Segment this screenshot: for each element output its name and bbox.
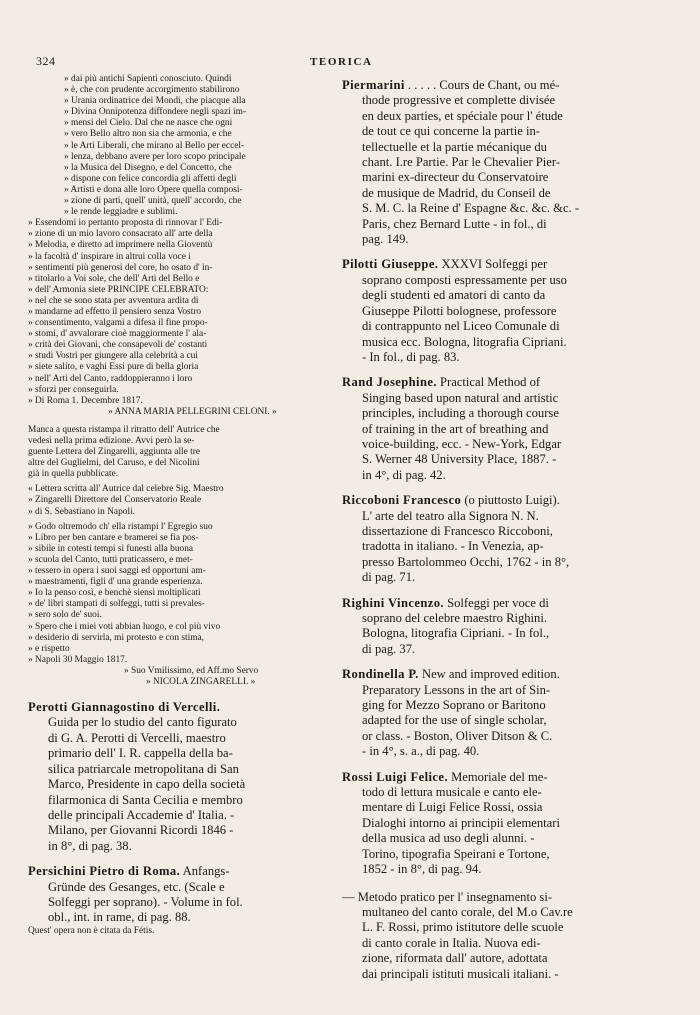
- text-line: thode progressive et complette divisée: [362, 93, 556, 108]
- letter-paragraph-2: [28, 218, 336, 396]
- text-line: 1852 - in 8°, di pag. 94.: [362, 862, 482, 877]
- text-line: zione, riformata dall' autore, adottata: [362, 951, 548, 966]
- text-line: Solfeggi per soprano). - Volume in fol.: [48, 894, 243, 909]
- text-line: » siete salito, e vaghi Essi pure di bella gloria: [28, 362, 199, 373]
- text-line: di pag. 37.: [362, 641, 416, 656]
- text-line: - in 4°, s. a., di pag. 40.: [362, 744, 480, 759]
- text-line: » Libro per ben cantare e bramerei se fia pos-: [28, 532, 199, 543]
- text-line: tradotta in italiano. - In Venezia, ap-: [362, 539, 544, 554]
- text-line: presso Bartolommeo Occhi, 1762 - in 8°,: [362, 554, 570, 569]
- zingarelli-letter-title: [28, 484, 336, 517]
- text-line: Gründe des Gesanges, etc. (Scale e: [48, 879, 225, 894]
- entry-body: [342, 905, 684, 982]
- text-line: » de' libri stampati di solfeggi, tutti si prevales-: [28, 599, 205, 610]
- entry-heading: Pilotti Giuseppe.: [342, 257, 439, 272]
- zingarelli-paragraph-2: [28, 622, 336, 655]
- entry-heading: Rossi Luigi Felice.: [342, 769, 448, 784]
- running-head: TEORICA: [310, 56, 373, 68]
- text-line: guente Lettera del Zingarelli, aggiunta alle tre: [28, 447, 201, 458]
- entry-persichini: Persichini Pietro di Roma. Anfangs- Gründe des Gesanges, etc. (Scale e Solfeggi per soprano). - Volume in fol. obl., int. in rame, di pag. 88.: [28, 864, 336, 926]
- text-line: già in quella pubblicate.: [28, 469, 119, 480]
- text-line: de musique de Madrid, du Conseil de: [362, 185, 551, 200]
- text-line: en deux parties, et spéciale pour l' étude: [362, 108, 563, 123]
- text-line: in 4°, di pag. 42.: [362, 467, 446, 482]
- entry-body: [28, 880, 336, 926]
- entry-heading: Persichini Pietro di Roma.: [28, 864, 181, 879]
- text-line: » dai più antichi Sapienti conosciuto. Quindi: [64, 74, 232, 84]
- text-line: di pag. 71.: [362, 570, 416, 585]
- text-line: » di S. Sebastiano in Napoli.: [28, 506, 136, 517]
- entry-heading: Righini Vincenzo.: [342, 595, 444, 610]
- text-line: » Melodia, e diretto ad imprimere nella Gioventù: [28, 240, 213, 251]
- text-line: » titolarlo a Voi sole, che dell' Arti del Bello e: [28, 273, 200, 284]
- entry-first-line: — Metodo pratico per l' insegnamento si-: [342, 889, 553, 904]
- text-line: chant. I.re Partie. Par le Chevalier Pier-: [362, 155, 561, 170]
- entry-piermarini: Piermarini . . . . . Cours de Chant, ou mé- thode progressive et complette divisée en deux parties, et spéciale pour l' étude de tout ce qui concerne la partie in- tellectuelle et la partie mécanique du chant. I.re Partie. Par le Chevalier Pier- marini ex-directeur du Conservatoire de musique de Madrid, du Conseil de S. M. C. la Reine d' Espagne &c. &c. &c. - Paris, chez Bernard Lutte - in fol., di pag. 149.: [342, 78, 684, 247]
- text-line: » crità dei Giovani, che consapevoli de' costanti: [28, 340, 208, 351]
- text-line: della musica ad uso degli alunni. -: [362, 831, 535, 846]
- text-line: di contrappunto nel Liceo Comunale di: [362, 319, 560, 334]
- entry-body: [342, 93, 684, 247]
- text-line: » mensi del Cielo. Dal che ne nasce che ogni: [64, 118, 233, 129]
- text-line: di canto corale in Italia. Nuova edi-: [362, 935, 541, 950]
- text-line: of training in the art of breathing and: [362, 421, 549, 436]
- entry-body: [342, 785, 684, 877]
- letter-signature: » ANNA MARIA PELLEGRINI CELONI. »: [108, 406, 277, 417]
- entry-body: [342, 509, 684, 586]
- text-line: soprano composti espressamente per uso: [362, 272, 567, 287]
- entry-rossi-metodo: [342, 890, 684, 982]
- left-column: [28, 74, 336, 937]
- text-line: » e rispetto: [28, 643, 70, 654]
- text-line: » le rende leggiadre e sublimi.: [64, 207, 178, 218]
- text-line: » sibile in cotesti tempi sì funesti alla buona: [28, 543, 194, 554]
- letter-date: » Di Roma 1. Decembre 1817.: [28, 395, 143, 406]
- text-line: » stomi, d' avvalorare cioè maggiormente l' ala-: [28, 329, 207, 340]
- entry-heading: Riccoboni Francesco: [342, 493, 462, 508]
- text-line: « Lettera scritta all' Autrice dal celebre Sig. Maestro: [28, 484, 224, 495]
- text-line: or class. - Boston, Oliver Ditson & C.: [362, 728, 553, 743]
- text-line: silica patriarcale metropolitana di San: [48, 761, 239, 776]
- text-line: » zione di parti, quell' unità, quell' accordo, che: [64, 196, 242, 207]
- manca-note: [28, 425, 336, 480]
- text-line: primario dell' I. R. cappella della ba-: [48, 746, 233, 761]
- text-line: » nel che se sono stata per avventura ardita di: [28, 295, 199, 306]
- text-line: » Urania ordinatrice dei Mondi, che piacque alla: [64, 96, 246, 107]
- entry-body: [342, 611, 684, 657]
- text-line: degli studenti ed amatori di canto da: [362, 288, 546, 303]
- entry-heading: Rand Josephine.: [342, 375, 437, 390]
- entry-heading: Perotti Giannagostino di Vercelli.: [28, 700, 221, 715]
- entry-body: [342, 391, 684, 483]
- text-line: » dispone con felice concordia gli affetti degli: [64, 173, 237, 184]
- text-line: delle principali Accademie d' Italia. -: [48, 807, 235, 822]
- text-line: mentare di Luigi Felice Rossi, ossia: [362, 800, 543, 815]
- text-line: - In fol., di pag. 83.: [362, 349, 460, 364]
- text-line: » la facoltà d' inspirare in altrui colla voce i: [28, 251, 191, 262]
- text-line: » nell' Arti del Canto, raddoppieranno i loro: [28, 373, 193, 384]
- text-line: obl., int. in rame, di pag. 88.: [48, 910, 191, 925]
- text-line: filarmonica di Santa Cecilia e membro: [48, 792, 243, 807]
- text-line: Torino, tipografia Speirani e Tortone,: [362, 846, 550, 861]
- text-line: » sentimenti più generosi del core, ho osato d' in-: [28, 262, 213, 273]
- text-line: dissertazione di Francesco Riccoboni,: [362, 523, 553, 538]
- entry-rossi: Rossi Luigi Felice. Memoriale del me- todo di lettura musicale e canto ele- mentare di Luigi Felice Rossi, ossia Dialoghi intorno ai principii elementari della musica ad uso degli alunni. - Torino, tipografia Speirani e Tortone, 1852 - in 8°, di pag. 94.: [342, 770, 684, 878]
- text-line: » lenza, debbano avere per loro scopo principale: [64, 151, 246, 162]
- entry-heading: Rondinella P.: [342, 667, 419, 682]
- text-line: » le Arti Liberali, che mirano al Bello per eccel-: [64, 140, 245, 151]
- text-line: » Essendomi io pertanto proposta di rinnovar l' Edi-: [28, 218, 223, 229]
- text-line: altre del Guglielmi, del Caruso, e del Nicolini: [28, 458, 200, 469]
- text-line: » zione di un mio lavoro consacrato all' arte della: [28, 229, 213, 240]
- text-line: in 8°, di pag. 38.: [48, 838, 132, 853]
- text-line: Manca a questa ristampa il ritratto dell' Autrice che: [28, 424, 220, 435]
- text-line: » studi Vostri per giungere alla celebrità a cui: [28, 351, 198, 362]
- entry-heading: Piermarini: [342, 78, 405, 92]
- text-line: Giuseppe Pilotti bolognese, professore: [362, 303, 557, 318]
- text-line: Milano, per Giovanni Ricordi 1846 -: [48, 823, 234, 838]
- text-line: » desiderio di servirla, mi protesto e con stima,: [28, 632, 205, 643]
- entry-body: [342, 683, 684, 760]
- text-line: » consentimento, valgami a difesa il fine propo-: [28, 318, 208, 329]
- text-line: S. Werner 48 University Place, 1887. -: [362, 452, 557, 467]
- text-line: » Artisti e dona alle loro Opere quella composi-: [64, 184, 243, 195]
- text-line: » Spero che i miei voti abbian luogo, e col più vivo: [28, 621, 221, 632]
- text-line: » sforzi per conseguirla.: [28, 384, 119, 395]
- entry-righini: Righini Vincenzo. Solfeggi per voce di soprano del celebre maestro Righini. Bologna, litografia Cipriani. - In fol., di pag. 37.: [342, 596, 684, 658]
- text-line: Dialoghi intorno ai principii elementari: [362, 815, 560, 830]
- text-line: » tessero in opera i suoi saggi ed opportuni am-: [28, 566, 206, 577]
- text-line: Guida per lo studio del canto figurato: [48, 715, 237, 730]
- text-line: pag. 149.: [362, 232, 409, 247]
- text-line: voice-building, ecc. - New-York, Edgar: [362, 436, 562, 451]
- text-line: multaneo del canto corale, del M.o Cav.re: [362, 904, 573, 919]
- page-number: 324: [36, 54, 56, 68]
- entry-riccoboni: Riccoboni Francesco (o piuttosto Luigi). L' arte del teatro alla Signora N. N. dissertazione di Francesco Riccoboni, tradotta in italiano. - In Venezia, ap- presso Bartolommeo Occhi, 1762 - in 8°, di pag. 71.: [342, 493, 684, 585]
- text-line: musica ecc. Bologna, litografia Cipriani.: [362, 334, 567, 349]
- text-line: » vero Bello altro non sia che armonia, e che: [64, 129, 232, 140]
- celoni-letter: [28, 74, 336, 688]
- zingarelli-signature: » NICOLA ZINGARELLI. »: [146, 676, 256, 687]
- entry-rondinella: Rondinella P. New and improved edition. Preparatory Lessons in the art of Sin- ging for Mezzo Soprano or Baritono adapted for the use of single scholar, or class. - Boston, Oliver Ditson & C. - in 4°, s. a., di pag. 40.: [342, 667, 684, 759]
- text-line: L' arte del teatro alla Signora N. N.: [362, 508, 539, 523]
- text-line: principles, including a thorough course: [362, 406, 559, 421]
- entry-body: [28, 715, 336, 854]
- text-line: Marco, Presidente in capo della società: [48, 777, 246, 792]
- text-line: » è, che con prudente accorgimento stabilirono: [64, 85, 240, 96]
- text-line: L. F. Rossi, primo istitutore delle scuole: [362, 920, 564, 935]
- fetis-note: Quest' opera non è citata da Fétis.: [28, 925, 155, 936]
- text-line: Singing based upon natural and artistic: [362, 390, 559, 405]
- entry-rand: Rand Josephine. Practical Method of Singing based upon natural and artistic principles, including a thorough course of training in the art of breathing and voice-building, ecc. - New-York, Edgar S. Werner 48 University Place, 1887. - in 4°, di pag. 42.: [342, 375, 684, 483]
- text-line: di G. A. Perotti di Vercelli, maestro: [48, 730, 226, 745]
- text-line: » Divina Onnipotenza diffondere negli spazi im-: [64, 107, 247, 118]
- entry-pilotti: Pilotti Giuseppe. XXXVI Solfeggi per soprano composti espressamente per uso degli studenti ed amatori di canto da Giuseppe Pilotti bolognese, professore di contrappunto nel Liceo Comunale di musica ecc. Bologna, litografia Cipriani. - In fol., di pag. 83.: [342, 257, 684, 365]
- text-line: soprano del celebre maestro Righini.: [362, 611, 548, 625]
- text-line: » Zingarelli Direttore del Conservatorio Reale: [28, 495, 202, 506]
- text-line: tellectuelle et la partie mécanique du: [362, 139, 547, 154]
- text-line: adapted for the use of single scholar,: [362, 713, 547, 728]
- text-line: vedesi nella prima edizione. Avvi però la se-: [28, 436, 195, 446]
- text-line: » scuola del Canto, tutti praticassero, e met-: [28, 554, 193, 565]
- text-line: Bologna, litografia Cipriani. - In fol.,: [362, 626, 550, 641]
- text-line: » Io la penso così, e benchè siensi moltiplicati: [28, 588, 201, 599]
- zingarelli-closing: » Suo Vmilissimo, ed Aff.mo Servo: [124, 665, 259, 676]
- text-line: » Godo oltremodo ch' ella ristampi l' Egregio suo: [28, 521, 213, 532]
- text-line: Paris, chez Bernard Lutte - in fol., di: [362, 216, 547, 231]
- text-line: todo di lettura musicale e canto ele-: [362, 785, 542, 800]
- text-line: ging for Mezzo Soprano or Baritono: [362, 698, 546, 713]
- zingarelli-date: » Napoli 30 Maggio 1817.: [28, 654, 128, 665]
- entry-perotti: [28, 700, 336, 854]
- text-line: » sero solo de' suoi.: [28, 610, 102, 621]
- text-line: dai principali istituti musicali italiani. -: [362, 966, 559, 981]
- text-line: » la Musica del Disegno, e del Concetto, che: [64, 162, 232, 173]
- zingarelli-paragraph-1: [28, 522, 336, 622]
- text-line: marini ex-directeur du Conservatoire: [362, 170, 549, 185]
- text-line: de tout ce qui concerne la partie in-: [362, 124, 540, 139]
- entry-body: [342, 273, 684, 365]
- text-line: » mandarne ad effetto il pensiero senza Vostro: [28, 306, 202, 317]
- right-column: [342, 78, 684, 982]
- text-line: » dell' Armonia siete PRINCIPE CELEBRATO:: [28, 284, 209, 295]
- text-line: » maestramenti, figli d' una grande esperienza.: [28, 577, 203, 588]
- letter-paragraph-1: [28, 74, 336, 218]
- text-line: S. M. C. la Reine d' Espagne &c. &c. &c. -: [362, 201, 580, 216]
- text-line: Preparatory Lessons in the art of Sin-: [362, 682, 551, 697]
